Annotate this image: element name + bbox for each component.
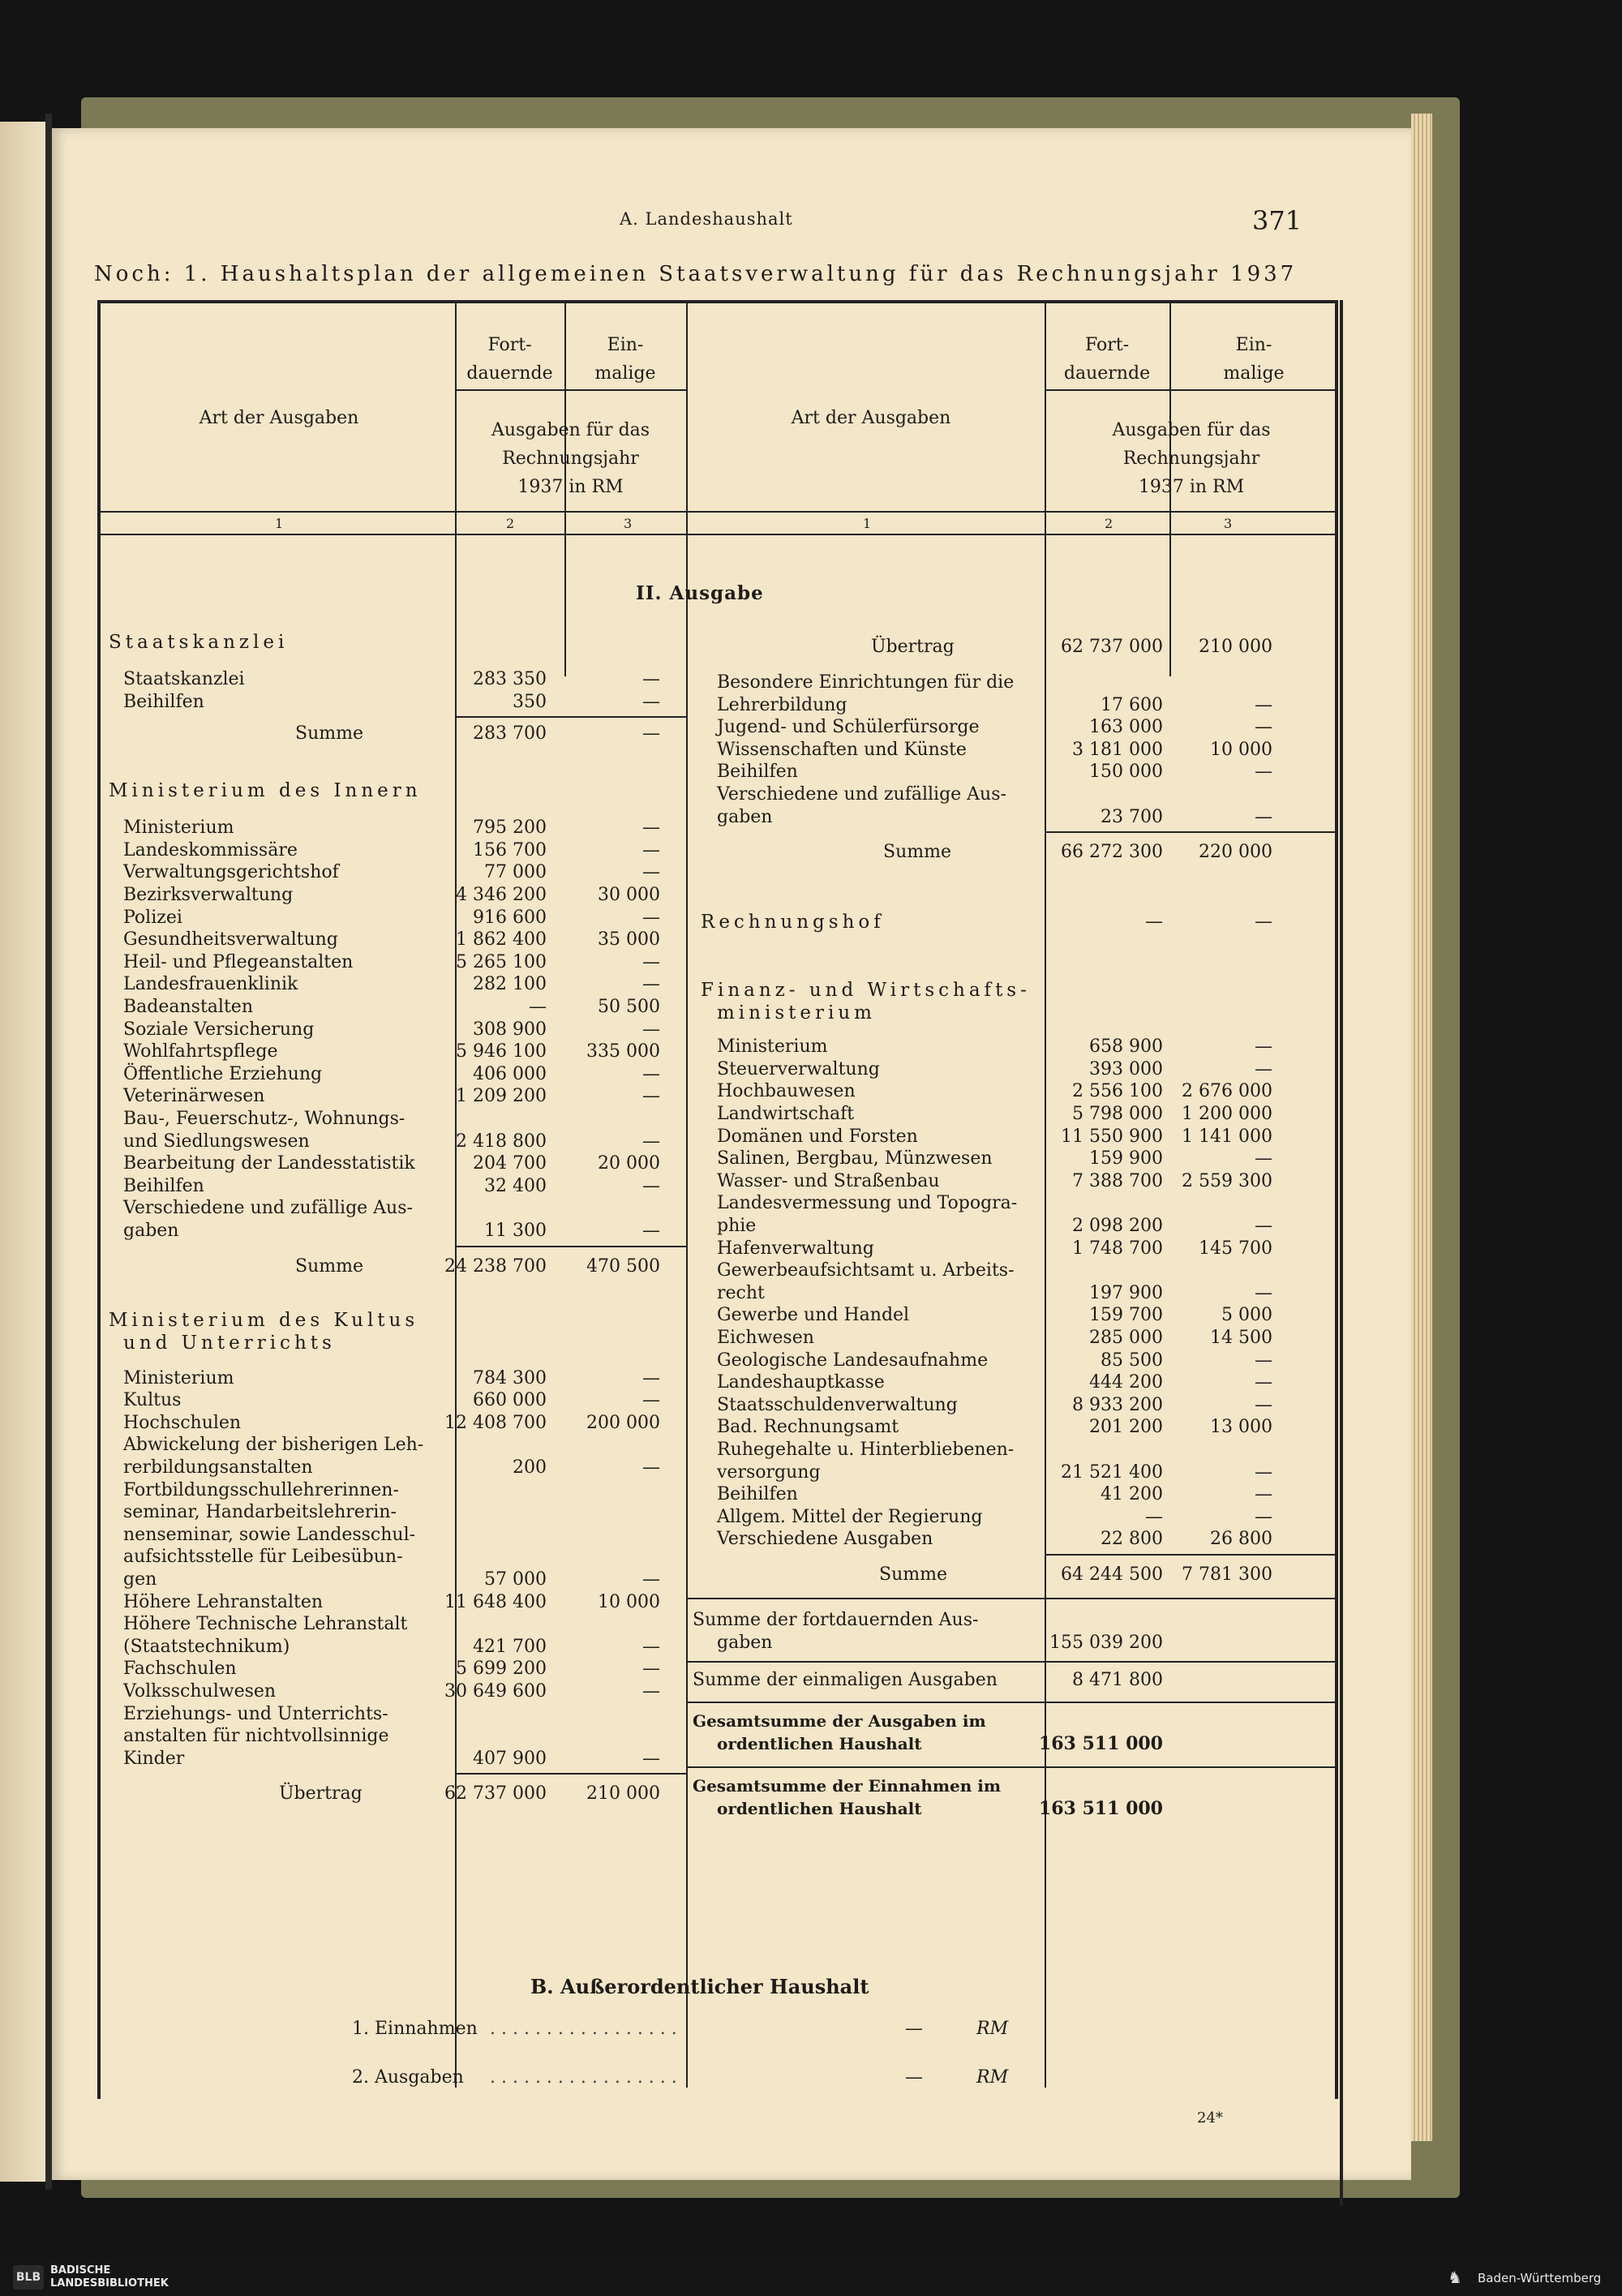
right-row-label: phie [717,1216,757,1236]
left-row-label: Ministerium [123,1367,234,1388]
left-row-fort: 795 200 [473,818,547,839]
left-row-fort: 660 000 [473,1390,547,1411]
left-row-ein: — [642,974,660,995]
left-row-label: Höhere Technische Lehranstalt [123,1614,408,1635]
right-kultus-sum-rule [1045,831,1338,833]
right-carry-fort: 62 737 000 [1061,637,1163,657]
right-row-fort: 21 521 400 [1061,1461,1163,1483]
right-colnum-1: 1 [863,516,872,531]
right-row-ein: — [1255,717,1272,738]
right-row-label: Hochbauwesen [717,1081,856,1102]
left-row-label: Ministerium [123,818,234,839]
document-page [52,128,1411,2180]
left-row-ein: 200 000 [586,1412,660,1433]
section-kultus-2: und Unterrichts [123,1332,336,1354]
right-finanz-sum-rule [1045,1554,1338,1556]
left-row-label: Höhere Lehranstalten [123,1591,324,1612]
right-sum-ein: 220 000 [1199,842,1272,863]
right-ein-header: Ein- malige [1223,335,1285,384]
left-row-fort: 283 350 [473,669,547,689]
left-row-ein: 10 000 [598,1591,660,1612]
left-row-ein: — [642,1748,660,1769]
left-row-ein: — [642,1457,660,1478]
left-row-ein: — [642,1569,660,1590]
right-row-ein: — [1255,1282,1272,1303]
right-row-label: Jugend- und Schülerfürsorge [717,717,980,738]
left-row-ein: — [642,1636,660,1657]
left-row-label: aufsichtsstelle für Leibesübun- [123,1547,403,1568]
right-row-ein: 2 559 300 [1182,1170,1272,1191]
left-row-label: Staatskanzlei [123,669,245,689]
left-sum-label: Summe [295,1255,363,1277]
left-row-fort: 406 000 [473,1063,547,1084]
left-row-fort: 916 600 [473,907,547,928]
left-staatskanzlei-sum-rule [455,716,686,718]
left-row-label: Verschiedene und zufällige Aus- [123,1198,413,1219]
left-row-label: Verwaltungsgerichtshof [123,862,339,883]
right-row-fort: 17 600 [1101,694,1163,715]
right-row-fort: 23 700 [1101,806,1163,827]
left-row-ein: — [642,1390,660,1411]
left-row-fort: 77 000 [484,862,547,883]
left-row-ein: — [642,1086,660,1107]
page-heading: Noch: 1. Haushaltsplan der allgemeinen Staatsverwaltung für das Rechnungsjahr 1937 [94,262,1298,286]
section-rechnungshof: Rechnungshof [701,912,885,933]
right-row-fort: 150 000 [1089,762,1163,783]
right-totals-rule-2 [686,1661,1338,1663]
left-row-ein: — [642,1681,660,1702]
left-row-fort: 30 649 600 [444,1681,547,1702]
right-row-fort: 2 098 200 [1072,1216,1163,1236]
left-row-label: Fortbildungsschullehrerinnen- [123,1479,399,1500]
right-row-label: Hafenverwaltung [717,1238,874,1259]
einnahmen-unit: RM [976,2019,1009,2039]
right-row-fort: 201 200 [1089,1417,1163,1438]
left-colnum-2: 2 [506,516,515,531]
right-carry-label: Übertrag [871,637,955,657]
left-row-fort: 204 700 [473,1153,547,1174]
left-ausgaben-header: Ausgaben für das Rechnungsjahr 1937 in RM [491,420,650,498]
right-row-label: Eichwesen [717,1328,814,1348]
left-row-label: seminar, Handarbeitslehrerin- [123,1502,397,1523]
left-row-ein: 30 000 [598,885,660,905]
left-subheader-line [455,389,686,391]
right-row-label: Ruhegehalte u. Hinterbliebenen- [717,1440,1015,1460]
left-row-ein: — [642,839,660,860]
gesamt-ausgaben-label-2: ordentlichen Haushalt [717,1733,922,1753]
right-row-ein: — [1255,1506,1272,1527]
total-fort-label-2: gaben [717,1632,773,1653]
right-row-label: recht [717,1282,765,1303]
viewer-footer [0,2259,1622,2296]
left-row-ein: — [642,1175,660,1196]
left-row-label: gaben [123,1221,179,1241]
right-row-label: Domänen und Forsten [717,1126,918,1147]
right-row-label: Allgem. Mittel der Regierung [717,1506,983,1527]
left-row-label: Wohlfahrtspflege [123,1041,278,1062]
left-row-label: gen [123,1569,157,1590]
left-sum-fort: 24 238 700 [444,1255,547,1277]
right-fort-header: Fort- dauernde [1063,335,1151,384]
right-row-ein: — [1255,1461,1272,1483]
gesamt-ausgaben-value: 163 511 000 [1038,1732,1163,1754]
left-row-fort: 1 209 200 [456,1086,547,1107]
gesamt-einnahmen-value: 163 511 000 [1038,1797,1163,1819]
right-row-fort: 285 000 [1089,1328,1163,1348]
left-row-label: Landesfrauenklinik [123,974,298,995]
left-row-ein: — [642,669,660,689]
right-row-fort: 159 700 [1089,1305,1163,1326]
right-row-ein: 145 700 [1199,1238,1272,1259]
right-row-label: Steuerverwaltung [717,1058,880,1079]
total-fort-label-1: Summe der fortdauernden Aus- [693,1610,979,1630]
right-totals-rule-3 [686,1702,1338,1703]
left-row-fort: 784 300 [473,1367,547,1388]
left-row-label: nenseminar, sowie Landesschul- [123,1524,416,1545]
right-row-fort: 658 900 [1089,1036,1163,1058]
total-fort-value: 155 039 200 [1049,1632,1163,1653]
left-sum-ein: — [642,723,660,745]
right-row-fort: 197 900 [1089,1282,1163,1303]
page-edges [1411,114,1432,2141]
right-totals-rule-4 [686,1766,1338,1768]
right-row-ein: — [1255,1484,1272,1505]
right-row-label: Wasser- und Straßenbau [717,1170,940,1191]
section-ausgabe-title: II. Ausgabe [636,582,764,604]
left-page-edge [0,122,50,2182]
right-row-fort: 5 798 000 [1072,1104,1163,1124]
left-row-ein: — [642,1063,660,1084]
right-row-ein: 26 800 [1210,1529,1272,1550]
left-row-label: Bau-, Feuerschutz-, Wohnungs- [123,1109,406,1129]
right-row-ein: — [1255,1036,1272,1058]
left-row-ein: 20 000 [598,1153,660,1174]
left-row-fort: — [529,997,547,1017]
left-row-label: Beihilfen [123,691,204,712]
right-row-ein: 10 000 [1210,739,1272,760]
left-sum-label: Summe [295,723,363,745]
colnum-bottom-line [99,534,1337,535]
left-row-label: Abwickelung der bisherigen Leh- [123,1435,424,1456]
left-row-fort: 282 100 [473,974,547,995]
left-row-fort: 12 408 700 [444,1412,547,1433]
ausgaben-value: — [905,2067,923,2088]
ausserordentlich-title: B. Außerordentlicher Haushalt [530,1975,869,1998]
left-row-fort: 308 900 [473,1019,547,1040]
right-row-ein: — [1255,806,1272,827]
left-row-label: und Siedlungswesen [123,1131,310,1152]
section-finanz-1: Finanz- und Wirtschafts- [701,980,1031,1002]
left-row-ein: — [642,1131,660,1152]
left-row-fort: 57 000 [484,1569,547,1590]
right-row-fort: 11 550 900 [1061,1126,1163,1147]
right-row-label: Gewerbeaufsichtsamt u. Arbeits- [717,1260,1015,1281]
left-row-ein: — [642,1659,660,1680]
einnahmen-label: 1. Einnahmen [352,2019,478,2039]
left-row-fort: 5 265 100 [456,951,547,972]
left-row-label: rerbildungsanstalten [123,1457,313,1478]
page-number: 371 [1252,205,1302,236]
left-row-ein: 35 000 [598,929,660,951]
right-row-label: Landeshauptkasse [717,1372,885,1393]
right-row-fort: 22 800 [1101,1529,1163,1550]
right-row-fort: — [1145,1506,1163,1527]
total-ein-value: 8 471 800 [1072,1670,1163,1690]
blb-line-1: BADISCHE [50,2264,111,2277]
left-row-ein: — [642,907,660,928]
book-spine [45,114,52,2190]
right-row-label: Geologische Landesaufnahme [717,1350,989,1371]
right-row-ein: — [1255,1148,1272,1169]
gesamt-einnahmen-label-2: ordentlichen Haushalt [717,1798,922,1818]
left-row-label: Hochschulen [123,1412,242,1433]
right-row-ein: — [1255,1216,1272,1236]
blb-logo-icon: BLB [13,2265,44,2290]
right-row-ein: — [1255,694,1272,715]
left-row-ein: — [642,1221,660,1241]
left-row-ein: — [642,1367,660,1388]
right-subheader-line [1045,389,1338,391]
left-row-fort: 11 300 [484,1221,547,1241]
left-colnum-1: 1 [275,516,284,531]
right-col-divider-a [1045,303,1046,2088]
left-row-fort: 4 346 200 [456,885,547,905]
left-row-ein: — [642,691,660,712]
left-ein-header: Ein- malige [594,335,656,384]
right-row-label: versorgung [717,1461,821,1483]
left-row-label: (Staatstechnikum) [123,1636,290,1657]
footnote-mark: 24* [1197,2109,1223,2126]
section-kultus-1: Ministerium des Kultus [109,1309,419,1331]
right-ausgaben-header: Ausgaben für das Rechnungsjahr 1937 in RM [1112,420,1271,498]
left-row-label: Volksschulwesen [123,1681,277,1702]
right-row-ein: 1 200 000 [1182,1104,1272,1124]
right-row-ein: 1 141 000 [1182,1126,1272,1147]
left-row-ein: 50 500 [598,997,660,1017]
left-row-fort: 5 699 200 [456,1659,547,1680]
right-row-fort: 8 933 200 [1072,1394,1163,1415]
left-row-label: Beihilfen [123,1175,204,1196]
right-row-fort: 3 181 000 [1072,739,1163,760]
left-innern-sum-rule [455,1246,686,1247]
ausgaben-label: 2. Ausgaben [352,2067,464,2088]
right-row-fort: 1 748 700 [1072,1238,1163,1259]
left-row-fort: 350 [513,691,547,712]
left-sum-ein: 470 500 [586,1255,660,1277]
left-kultus-carry-rule [455,1773,686,1775]
total-ein-label: Summe der einmaligen Ausgaben [693,1670,998,1690]
right-totals-rule-1 [686,1598,1338,1599]
left-row-label: Bezirksverwaltung [123,885,294,905]
left-row-fort: 200 [513,1457,547,1478]
right-row-label: gaben [717,806,773,827]
right-row-fort: 159 900 [1089,1148,1163,1169]
right-row-label: Beihilfen [717,1484,798,1505]
right-row-label: Staatsschuldenverwaltung [717,1394,958,1415]
left-row-ein: — [642,951,660,972]
left-colnum-3: 3 [624,516,633,531]
left-row-label: Veterinärwesen [123,1086,265,1107]
right-row-label: Verschiedene und zufällige Aus- [717,784,1006,805]
left-carry-ein: 210 000 [586,1783,660,1805]
right-carry-ein: 210 000 [1199,637,1272,657]
right-colnum-3: 3 [1224,516,1233,531]
right-row-fort: 444 200 [1089,1372,1163,1393]
right-row-label: Besondere Einrichtungen für die [717,672,1015,693]
bw-lion-icon: ♞ [1448,2268,1462,2287]
right-row-ein: — [1255,1394,1272,1415]
einnahmen-value: — [905,2019,923,2039]
bw-label: Baden-Württemberg [1478,2271,1602,2285]
right-row-label: Landwirtschaft [717,1104,855,1124]
left-row-fort: 32 400 [484,1175,547,1196]
right-row-fort: 41 200 [1101,1484,1163,1505]
left-row-fort: 2 418 800 [456,1131,547,1152]
left-row-label: Badeanstalten [123,997,253,1017]
right-row-label: Salinen, Bergbau, Münzwesen [717,1148,993,1169]
blb-line-2: LANDESBIBLIOTHEK [50,2277,169,2290]
gesamt-ausgaben-label-1: Gesamtsumme der Ausgaben im [693,1711,986,1731]
right-row-ein: 5 000 [1221,1305,1272,1326]
right-row-label: Gewerbe und Handel [717,1305,910,1326]
right-row-ein: 13 000 [1210,1417,1272,1438]
center-divider [686,303,688,2088]
right-row-ein: — [1255,1350,1272,1371]
right-row-label: Lehrerbildung [717,694,847,715]
right-row-label: Landesvermessung und Topogra- [717,1193,1018,1214]
left-sum-fort: 283 700 [473,723,547,745]
left-row-fort: 156 700 [473,839,547,860]
right-row-label: Ministerium [717,1036,828,1058]
left-row-label: Erziehungs- und Unterrichts- [123,1703,388,1724]
left-carry-fort: 62 737 000 [444,1783,547,1805]
right-row-ein: — [1255,762,1272,783]
right-row-ein: 2 676 000 [1182,1081,1272,1102]
right-row-ein: 14 500 [1210,1328,1272,1348]
right-row-ein: — [1255,1372,1272,1393]
left-row-ein: — [642,818,660,839]
right-sum-label: Summe [879,1564,947,1585]
right-row-fort: 7 388 700 [1072,1170,1163,1191]
right-sum-ein: 7 781 300 [1182,1564,1272,1585]
left-row-label: Bearbeitung der Landesstatistik [123,1153,415,1174]
left-row-label: Polizei [123,907,182,928]
running-head: A. Landeshaushalt [620,209,793,229]
einnahmen-dots: . . . . . . . . . . . . . . . . . [490,2019,677,2039]
left-row-ein: — [642,862,660,883]
left-row-label: Fachschulen [123,1659,237,1680]
right-row-fort: 85 500 [1101,1350,1163,1371]
left-row-fort: 1 862 400 [456,929,547,951]
right-row-label: Verschiedene Ausgaben [717,1529,933,1550]
left-row-fort: 407 900 [473,1748,547,1769]
left-row-fort: 421 700 [473,1636,547,1657]
ausgaben-unit: RM [976,2067,1009,2088]
blb-text [50,2264,169,2290]
header-bottom-line [99,511,1337,513]
right-art-header: Art der Ausgaben [791,408,951,428]
right-sum-fort: 64 244 500 [1061,1564,1163,1585]
left-art-header: Art der Ausgaben [199,408,359,428]
left-row-label: anstalten für nichtvollsinnige [123,1726,389,1747]
left-row-label: Kinder [123,1748,185,1769]
right-row-fort: 163 000 [1089,717,1163,738]
left-row-label: Landeskommissäre [123,839,298,860]
right-row-label: Wissenschaften und Künste [717,739,967,760]
section-finanz-2: ministerium [717,1002,876,1024]
left-row-label: Gesundheitsverwaltung [123,929,338,951]
left-row-ein: — [642,1019,660,1040]
section-staatskanzlei: Staatskanzlei [109,632,289,653]
left-row-label: Heil- und Pflegeanstalten [123,951,354,972]
left-row-label: Öffentliche Erziehung [123,1063,323,1084]
left-row-fort: 11 648 400 [444,1591,547,1612]
right-row-label: Bad. Rechnungsamt [717,1417,899,1438]
section-innern: Ministerium des Innern [109,780,422,802]
right-row-fort: 393 000 [1089,1058,1163,1079]
left-carry-label: Übertrag [279,1783,363,1805]
ausgaben-dots: . . . . . . . . . . . . . . . . . [490,2067,677,2088]
left-row-label: Kultus [123,1390,182,1411]
right-colnum-2: 2 [1105,516,1114,531]
left-row-ein: 335 000 [586,1041,660,1062]
right-row-fort: 2 556 100 [1072,1081,1163,1102]
right-sum-fort: 66 272 300 [1061,842,1163,863]
right-rechnungshof-fort: — [1145,912,1163,933]
right-rechnungshof-ein: — [1255,912,1272,933]
right-row-ein: — [1255,1058,1272,1079]
left-fort-header: Fort- dauernde [466,335,553,384]
right-row-label: Beihilfen [717,762,798,783]
left-row-fort: 5 946 100 [456,1041,547,1062]
right-sum-label: Summe [883,842,951,863]
left-row-label: Soziale Versicherung [123,1019,315,1040]
gesamt-einnahmen-label-1: Gesamtsumme der Einnahmen im [693,1776,1002,1796]
